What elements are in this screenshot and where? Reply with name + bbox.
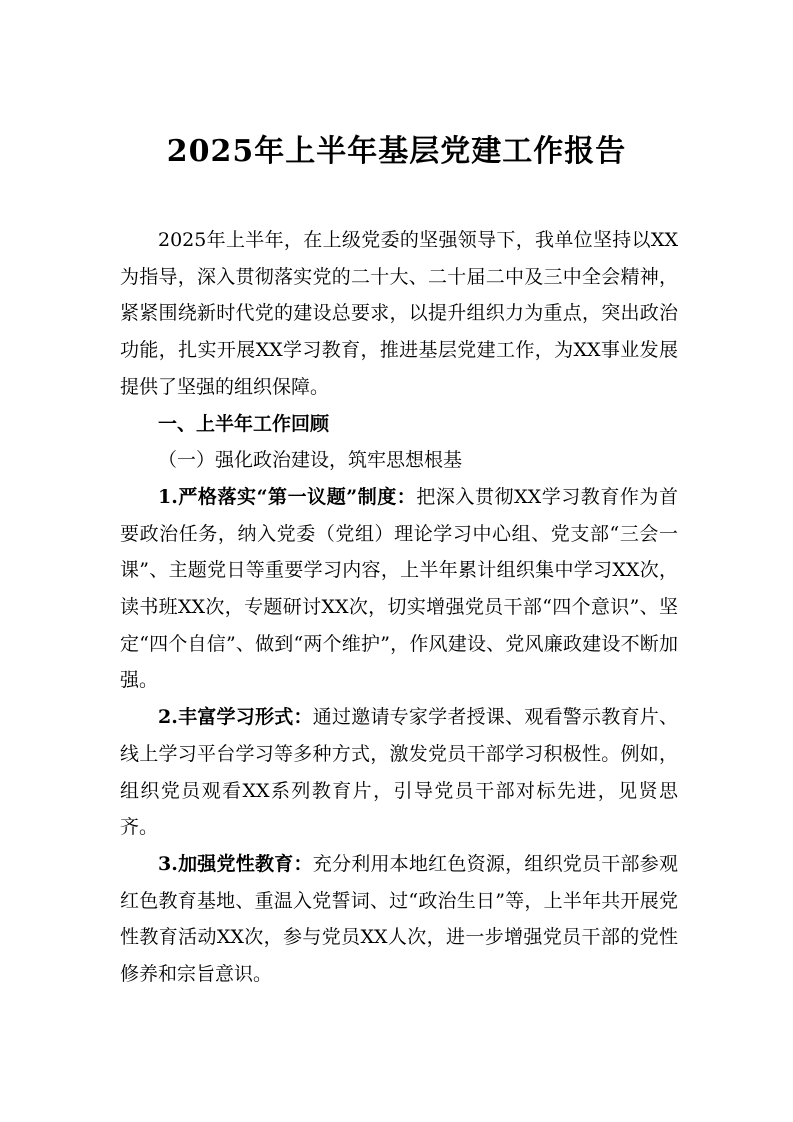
section-heading: 一、上半年工作回顾 bbox=[158, 412, 330, 435]
item-text: 把深入贯彻XX学习教育作为首要政治任务，纳入党委（党组）理论学习中心组、党支部“三会一课”、主题党日等重要学习内容，上半年累计组织集中学习XX次，读书班XX次，专题研讨XX次，切实增强党员干部“四个意识”、坚定“四个自信”、做到“两个维护”，作风建设、党风廉政建设不断加强。 bbox=[120, 485, 678, 692]
item-text: 通过邀请专家学者授课、观看警示教育片、线上学习平台学习等多种方式，激发党员干部学习积极性。例如，组织党员观看XX系列教育片，引导党员干部对标先进，见贤思齐。 bbox=[120, 706, 678, 839]
document-body bbox=[120, 222, 678, 993]
item-text: 充分利用本地红色资源，组织党员干部参观红色教育基地、重温入党誓词、过“政治生日”等，上半年共开展党性教育活动XX次，参与党员XX人次，进一步增强党员干部的党性修养和宗旨意识。 bbox=[120, 852, 678, 986]
item-paragraph bbox=[120, 846, 678, 993]
item-lead: 1.严格落实“第一议题”制度： bbox=[158, 485, 417, 508]
item-lead: 3.加强党性教育： bbox=[158, 852, 313, 875]
document-title: 2025年上半年基层党建工作报告 bbox=[166, 134, 627, 169]
item-lead: 2.丰富学习形式： bbox=[158, 706, 313, 729]
item-paragraph bbox=[120, 479, 678, 699]
subsection-heading: （一）强化政治建设，筑牢思想根基 bbox=[158, 449, 463, 472]
intro-paragraph: 2025年上半年，在上级党委的坚强领导下，我单位坚持以XX为指导，深入贯彻落实党的二十大、二十届二中及三中全会精神，紧紧围绕新时代党的建设总要求，以提升组织力为重点，突出政治功能，扎实开展XX学习教育，推进基层党建工作，为XX事业发展提供了坚强的组织保障。 bbox=[120, 229, 678, 398]
item-paragraph bbox=[120, 699, 678, 846]
